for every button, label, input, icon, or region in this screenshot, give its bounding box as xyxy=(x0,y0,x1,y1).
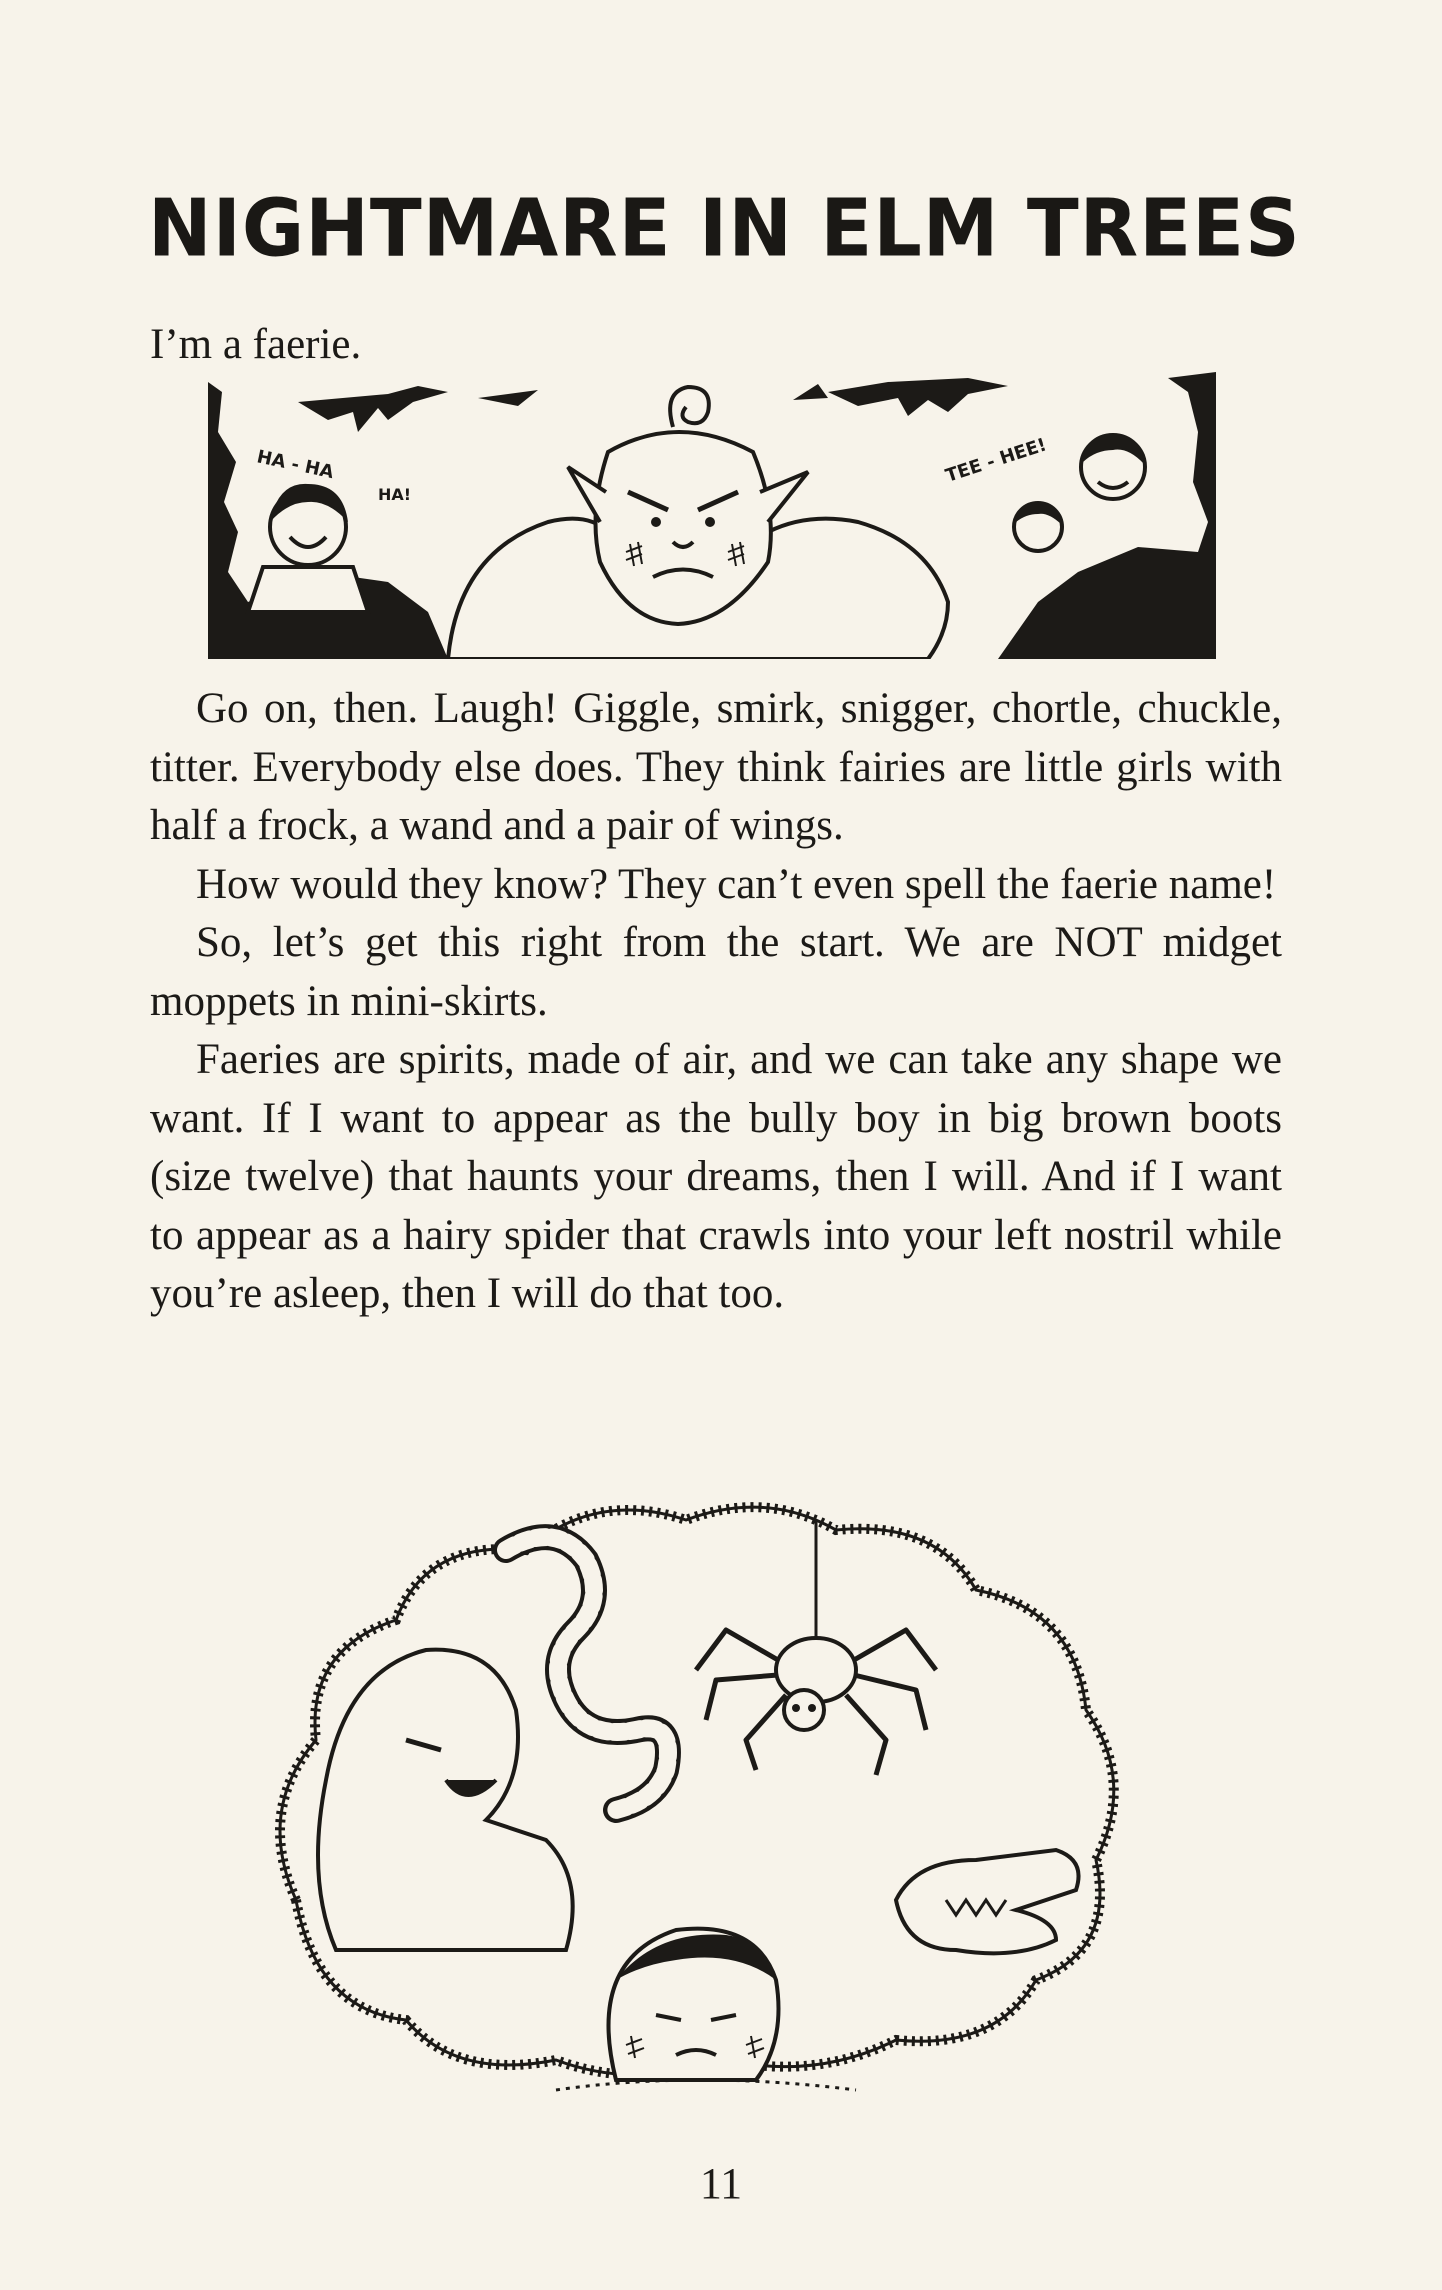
paragraph-4: Faeries are spirits, made of air, and we can take any shape we want. If I want to appear as the bully boy in big brown boots (size twelve) that haunts your dreams, then I will. And if I want to appear as a hairy spider that crawls into your left nostril while you’re asleep, then I will do that too. xyxy=(150,1036,1282,1317)
laugh-text-left-2: HA! xyxy=(378,485,412,504)
laugh-text-right: TEE - HEE! xyxy=(943,434,1050,487)
opening-line: I’m a faerie. xyxy=(150,321,362,368)
chapter-title: NIGHTMARE IN ELM TREES xyxy=(148,180,1301,275)
paragraph-2: How would they know? They can’t even spell the faerie name! xyxy=(196,860,1277,908)
paragraph-1: Go on, then. Laugh! Giggle, smirk, snigger, chortle, chuckle, titter. Everybody else does. They think fairies are little girls with half a frock, a wand and a pair of wings. xyxy=(150,685,1282,849)
page-number: 11 xyxy=(699,2159,743,2208)
body-text xyxy=(150,680,1282,1324)
laugh-text-left: HA - HA xyxy=(254,446,336,484)
paragraph-3: So, let’s get this right from the start. We are NOT midget moppets in mini-skirts. xyxy=(150,919,1282,1025)
faerie-laughing-illustration xyxy=(208,372,1216,659)
nightmare-bubble-illustration xyxy=(256,1480,1136,2100)
